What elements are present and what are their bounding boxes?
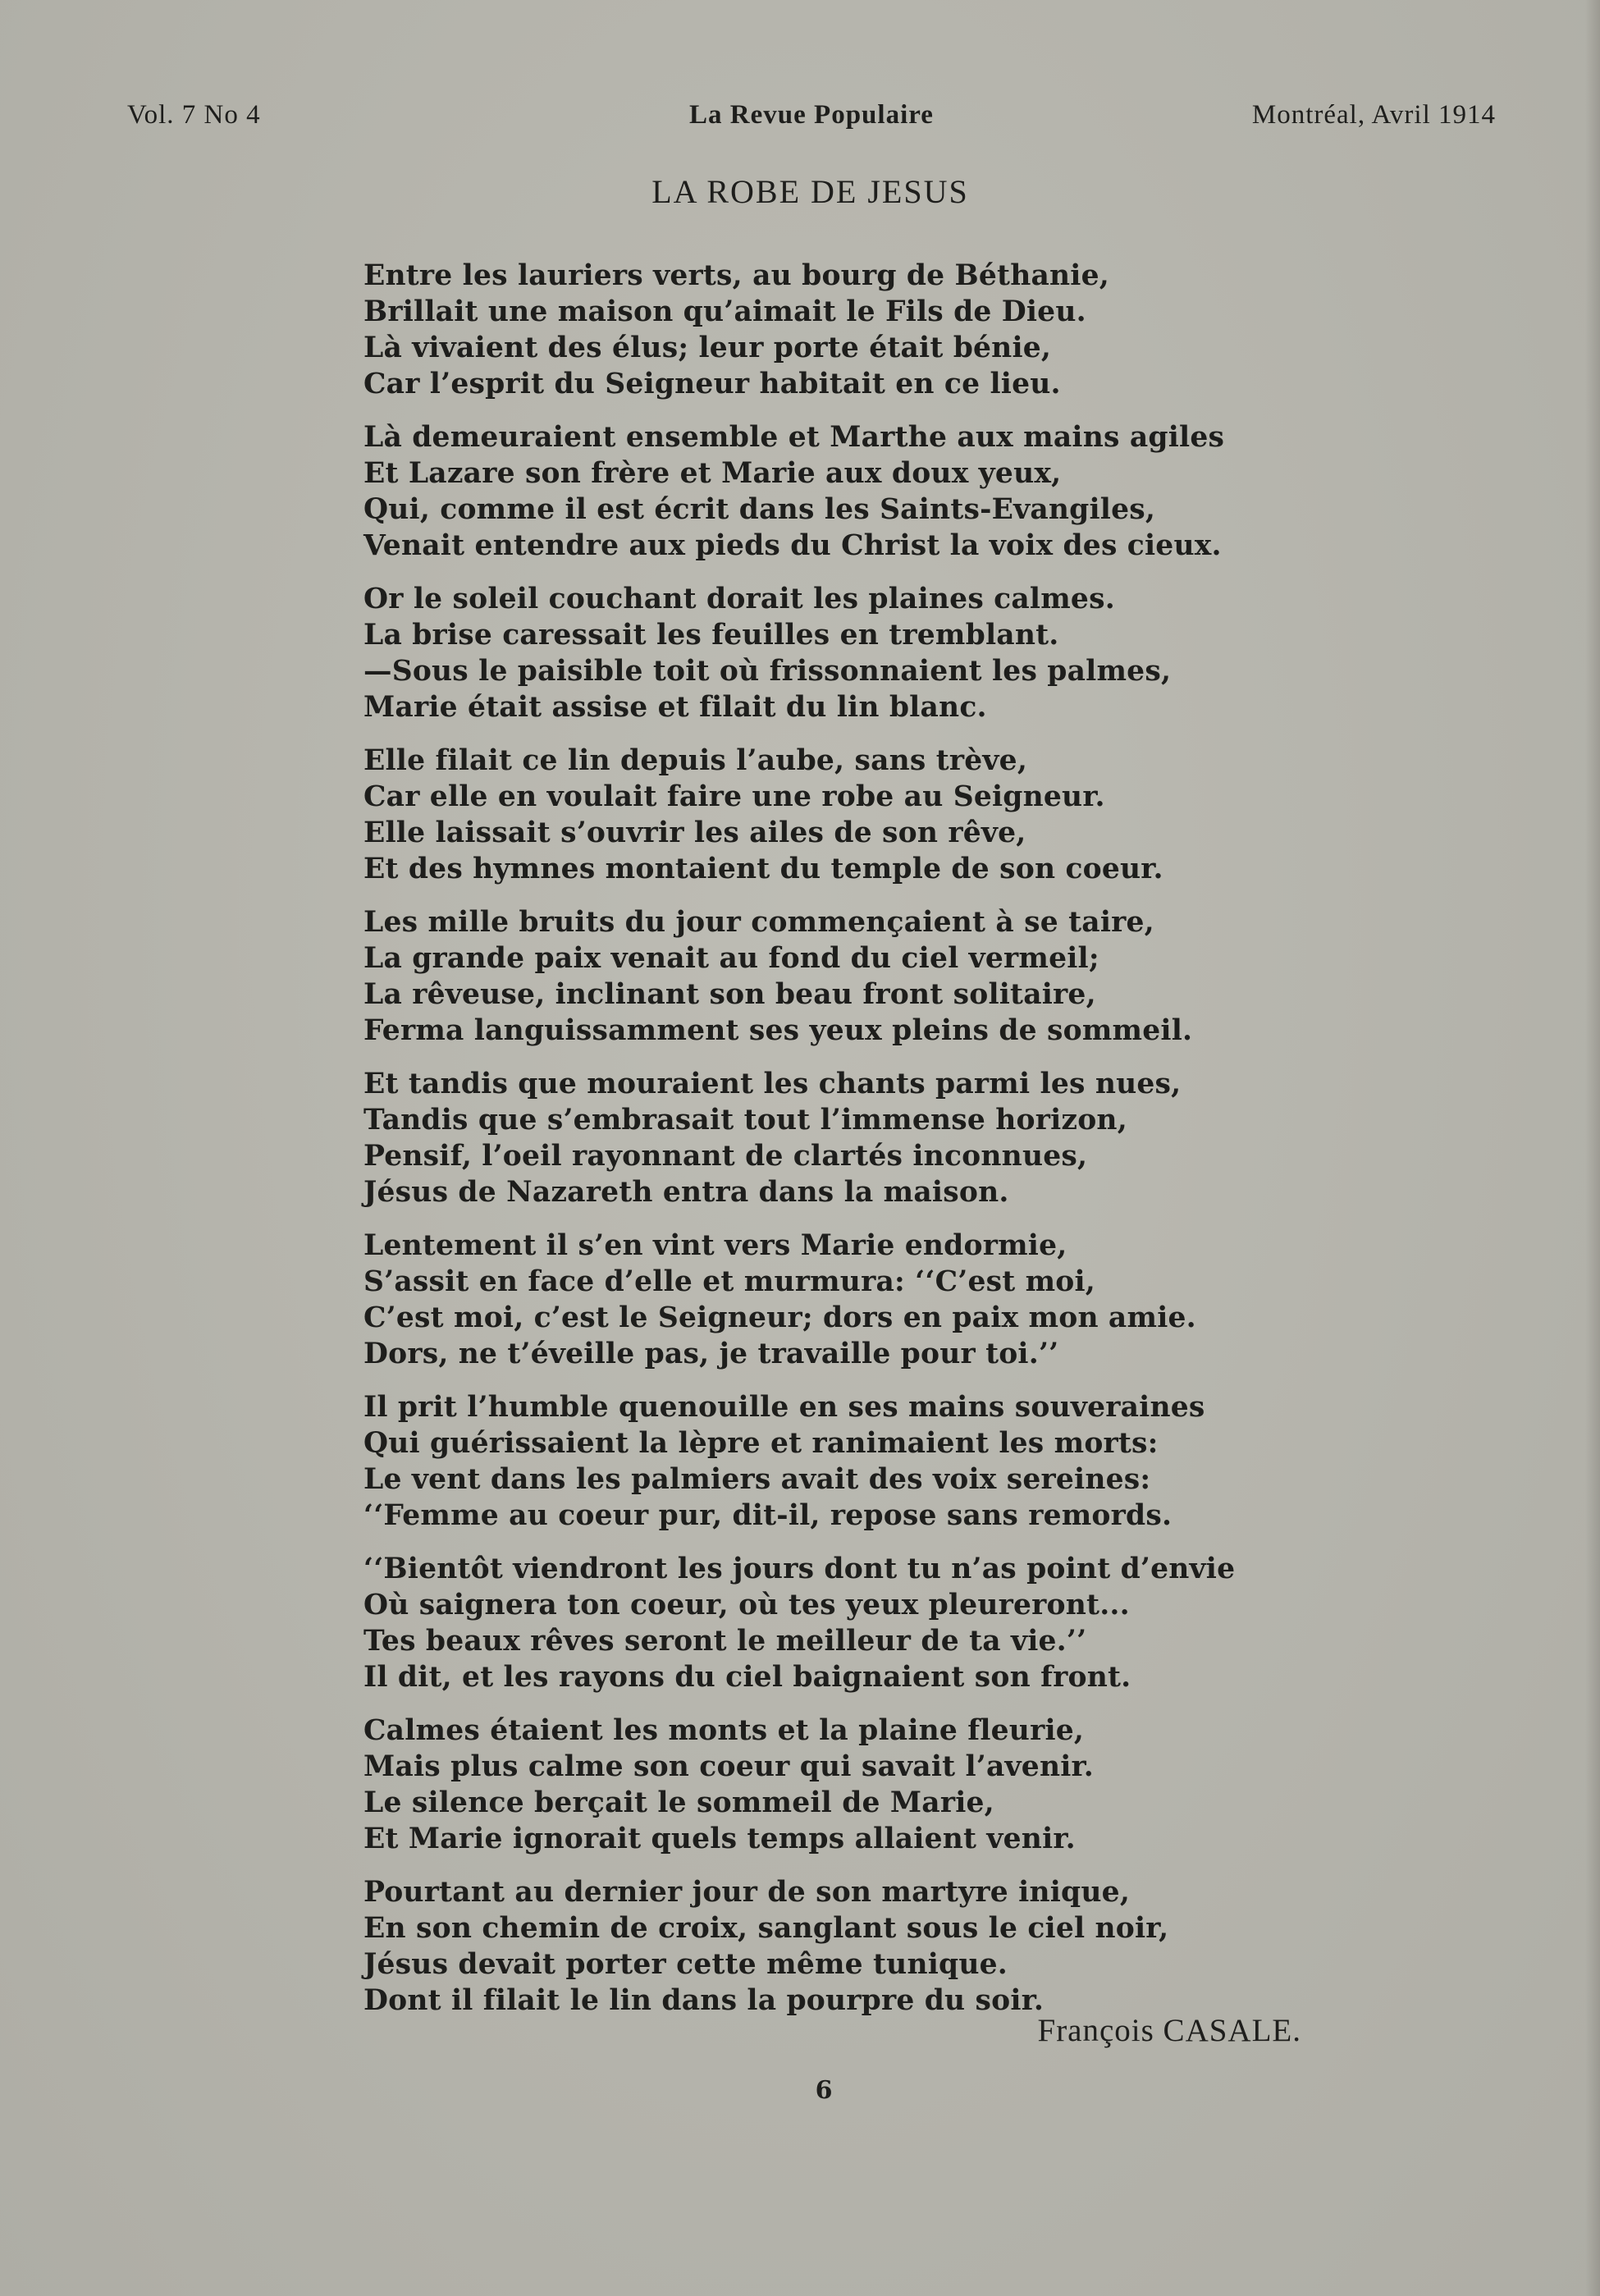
poem-line: La rêveuse, inclinant son beau front solitaire, (363, 978, 1096, 1011)
stanza (363, 743, 1348, 887)
poem-line: ‘‘Femme au coeur pur, dit-il, repose sans remords. (363, 1499, 1173, 1532)
stanza (363, 1874, 1348, 2019)
stanza (363, 581, 1348, 725)
poem-line: Pensif, l’oeil rayonnant de clartés inconnues, (363, 1140, 1088, 1173)
poem-line: Là vivaient des élus; leur porte était bénie, (363, 332, 1052, 364)
poem-line: Et des hymnes montaient du temple de son coeur. (363, 853, 1163, 885)
poem-line: Dont il filait le lin dans la pourpre du soir. (363, 1984, 1045, 2017)
poem-line: Pourtant au dernier jour de son martyre inique, (363, 1876, 1131, 1909)
author-signature: François CASALE. (1037, 2013, 1301, 2048)
poem-line: Il prit l’humble quenouille en ses mains souveraines (363, 1391, 1205, 1424)
stanza (363, 1066, 1348, 1210)
poem-line: Tes beaux rêves seront le meilleur de ta vie.’’ (363, 1625, 1087, 1658)
poem-line: Et tandis que mouraient les chants parmi les nues, (363, 1068, 1182, 1100)
poem-line: ‘‘Bientôt viendront les jours dont tu n’as point d’envie (363, 1553, 1236, 1585)
poem-line: Venait entendre aux pieds du Christ la voix des cieux. (363, 529, 1222, 562)
poem-line: Les mille bruits du jour commençaient à se taire, (363, 906, 1154, 939)
poem-line: Où saignera ton coeur, où tes yeux pleureront... (363, 1589, 1130, 1621)
poem-line: Et Lazare son frère et Marie aux doux yeux, (363, 457, 1062, 490)
poem-line: Elle laissait s’ouvrir les ailes de son rêve, (363, 816, 1026, 849)
poem-line: Le silence berçait le sommeil de Marie, (363, 1786, 994, 1819)
poem-line: Entre les lauriers verts, au bourg de Béthanie, (363, 259, 1109, 292)
poem-line: Car elle en voulait faire une robe au Seigneur. (363, 780, 1105, 813)
magazine-title: La Revue Populaire (689, 100, 934, 130)
poem-title: LA ROBE DE JESUS (651, 173, 969, 210)
poem-line: Et Marie ignorait quels temps allaient venir. (363, 1823, 1076, 1855)
stanza (363, 258, 1348, 402)
poem-line: Jésus devait porter cette même tunique. (363, 1948, 1008, 1981)
poem-line: Le vent dans les palmiers avait des voix sereines: (363, 1463, 1151, 1496)
stanza (363, 1713, 1348, 1857)
poem-line: La grande paix venait au fond du ciel vermeil; (363, 942, 1099, 975)
page-number: 6 (815, 2076, 833, 2105)
poem-line: Or le soleil couchant dorait les plaines calmes. (363, 583, 1115, 615)
poem-line: C’est moi, c’est le Seigneur; dors en paix mon amie. (363, 1301, 1196, 1334)
poem-line: Jésus de Nazareth entra dans la maison. (363, 1176, 1009, 1209)
stanza (363, 1389, 1348, 1534)
poem-line: S’assit en face d’elle et murmura: ‘‘C’est moi, (363, 1265, 1096, 1298)
poem-line: Marie était assise et filait du lin blanc. (363, 691, 987, 724)
page-edge-shadow (1585, 0, 1600, 2296)
issue-date: Montréal, Avril 1914 (1251, 100, 1496, 130)
poem-line: Lentement il s’en vint vers Marie endormie, (363, 1229, 1067, 1262)
poem-line: Il dit, et les rayons du ciel baignaient son front. (363, 1661, 1131, 1694)
stanza (363, 1228, 1348, 1372)
poem-line: La brise caressait les feuilles en tremblant. (363, 619, 1059, 652)
volume-label: Vol. 7 No 4 (127, 100, 261, 130)
stanza (363, 419, 1348, 564)
poem-line: Brillait une maison qu’aimait le Fils de Dieu. (363, 295, 1086, 328)
poem-line: Calmes étaient les monts et la plaine fleurie, (363, 1714, 1085, 1747)
poem-line: Là demeuraient ensemble et Marthe aux mains agiles (363, 421, 1225, 454)
poem-line: Elle filait ce lin depuis l’aube, sans trève, (363, 744, 1028, 777)
poem-line: —Sous le paisible toit où frissonnaient les palmes, (363, 655, 1172, 688)
stanza (363, 904, 1348, 1049)
poem-line: Dors, ne t’éveille pas, je travaille pour toi.’’ (363, 1338, 1059, 1370)
poem-line: En son chemin de croix, sanglant sous le ciel noir, (363, 1912, 1169, 1945)
stanza (363, 1551, 1348, 1695)
poem-line: Qui guérissaient la lèpre et ranimaient les morts: (363, 1427, 1159, 1460)
poem-line: Car l’esprit du Seigneur habitait en ce lieu. (363, 368, 1061, 400)
poem-line: Ferma languissamment ses yeux pleins de sommeil. (363, 1014, 1193, 1047)
poem-line: Qui, comme il est écrit dans les Saints-Evangiles, (363, 493, 1156, 526)
poem-line: Mais plus calme son coeur qui savait l’avenir. (363, 1750, 1094, 1783)
poem-line: Tandis que s’embrasait tout l’immense horizon, (363, 1104, 1127, 1137)
poem-body (363, 258, 1348, 2036)
running-header (127, 100, 1496, 141)
